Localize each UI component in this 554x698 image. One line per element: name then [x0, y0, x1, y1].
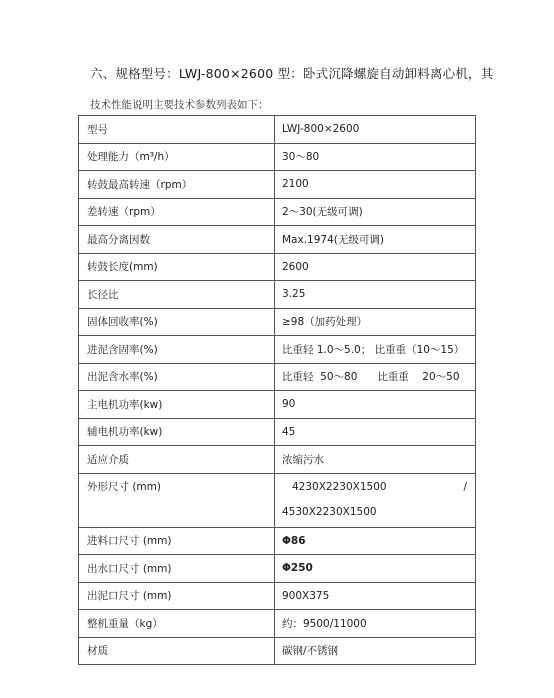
row-label: 进泥含固率(%): [79, 336, 275, 364]
row-value: 900X375: [275, 582, 476, 610]
row-label: 适应介质: [79, 446, 275, 474]
row-label: 转鼓最高转速（rpm）: [79, 171, 275, 199]
dimension-separator: /: [463, 480, 467, 493]
row-value: ≥98（加药处理）: [275, 308, 476, 336]
table-row: [79, 336, 476, 364]
row-label: 辅电机功率(kw): [79, 418, 275, 446]
table-row: [79, 198, 476, 226]
section-subheading: 技术性能说明主要技术参数列表如下：: [90, 99, 269, 111]
row-value: 30～80: [275, 143, 476, 171]
row-label: 出泥含水率(%): [79, 363, 275, 391]
row-value: 比重轻 1.0～5.0； 比重重（10～15）: [275, 336, 476, 364]
row-label: 进料口尺寸 (mm): [79, 527, 275, 555]
table-row: [79, 253, 476, 281]
row-value: Φ250: [275, 555, 476, 583]
row-label: 整机重量（kg）: [79, 610, 275, 638]
row-label: 差转速（rpm）: [79, 198, 275, 226]
row-value: Max.1974(无级可调): [275, 226, 476, 254]
row-value: 浓缩污水: [275, 446, 476, 474]
row-value: 45: [275, 418, 476, 446]
table-row: [79, 418, 476, 446]
table-row: [79, 226, 476, 254]
table-row: [79, 446, 476, 474]
row-label: 主电机功率(kw): [79, 391, 275, 419]
row-value: Φ86: [275, 527, 476, 555]
dimension-value-1: 4230X2230X1500: [292, 480, 387, 493]
spec-table: [78, 115, 476, 665]
row-value: 碳钢/不锈钢: [275, 637, 476, 665]
row-value: LWJ-800×2600: [275, 116, 476, 144]
row-label: 长径比: [79, 281, 275, 309]
row-value: 90: [275, 391, 476, 419]
table-row: [79, 281, 476, 309]
row-label: 出水口尺寸 (mm): [79, 555, 275, 583]
table-row: [79, 637, 476, 665]
row-label: 处理能力（m³/h）: [79, 143, 275, 171]
row-label: 型号: [79, 116, 275, 144]
table-row: [79, 143, 476, 171]
table-row: [79, 363, 476, 391]
row-label: 出泥口尺寸 (mm): [79, 582, 275, 610]
table-row: [79, 473, 476, 527]
row-label: 固体回收率(%): [79, 308, 275, 336]
table-row: [79, 391, 476, 419]
table-row: [79, 610, 476, 638]
section-heading: 六、规格型号：LWJ-800×2600 型：卧式沉降螺旋自动卸料离心机，其: [90, 66, 494, 81]
row-value: 比重轻 50～80 比重重 20～50: [275, 363, 476, 391]
row-label: 转鼓长度(mm): [79, 253, 275, 281]
row-value: 3.25: [275, 281, 476, 309]
dimension-value-2: 4530X2230X1500: [282, 505, 377, 518]
row-label: 最高分离因数: [79, 226, 275, 254]
table-row: [79, 582, 476, 610]
row-value: 2600: [275, 253, 476, 281]
row-label: 材质: [79, 637, 275, 665]
row-value-dimensions: [275, 473, 476, 527]
table-row: [79, 116, 476, 144]
table-row: [79, 171, 476, 199]
table-row: [79, 308, 476, 336]
row-label: 外形尺寸 (mm): [79, 473, 275, 527]
row-value: 2100: [275, 171, 476, 199]
row-value: 2～30(无级可调): [275, 198, 476, 226]
row-value: 约：9500/11000: [275, 610, 476, 638]
table-row: [79, 527, 476, 555]
table-row: [79, 555, 476, 583]
